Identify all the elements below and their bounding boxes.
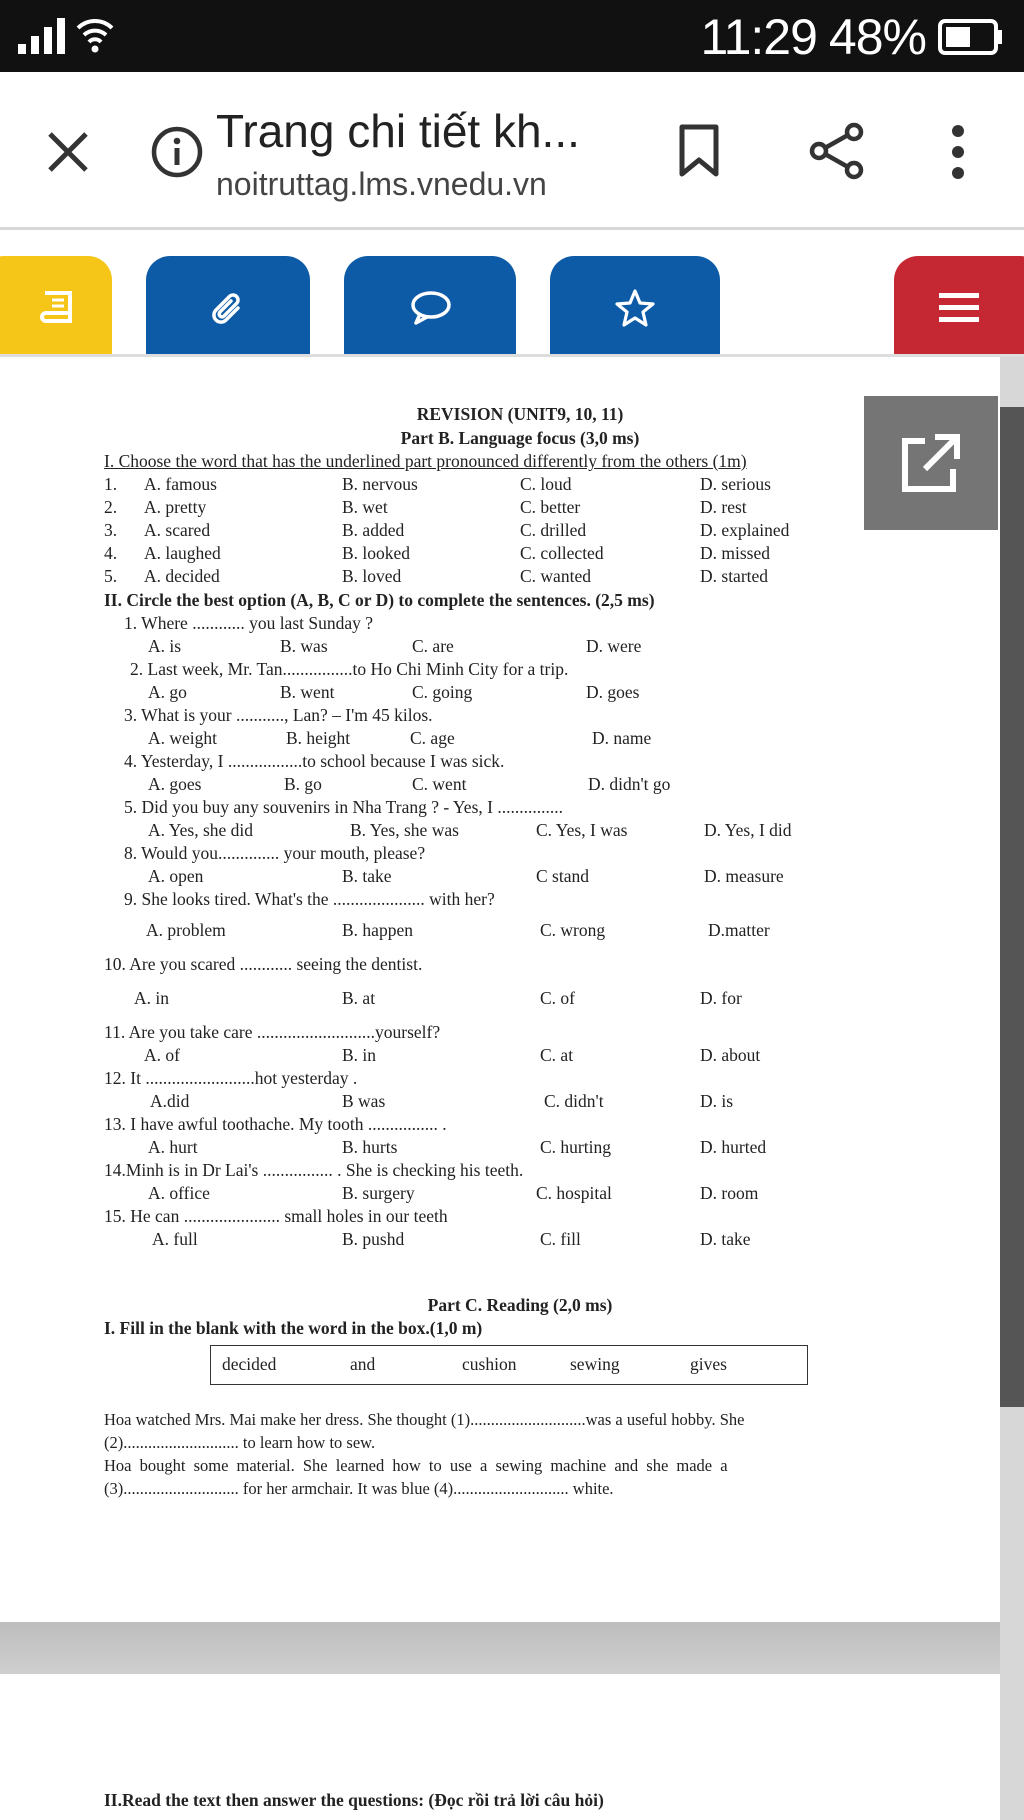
question: 13. I have awful toothache. My tooth ................ . xyxy=(104,1114,447,1134)
option-b: B. in xyxy=(342,1045,377,1065)
option-b: B. hurts xyxy=(342,1137,398,1157)
option-d: D. measure xyxy=(704,866,784,886)
option-c: C stand xyxy=(536,866,589,886)
option-d: D. room xyxy=(700,1183,759,1203)
option-c: C. going xyxy=(412,682,473,702)
option-c: C. wanted xyxy=(520,566,591,586)
question: 15. He can ...................... small holes in our teeth xyxy=(104,1206,448,1226)
option-a: A. full xyxy=(152,1229,198,1249)
section-1-heading: I. Choose the word that has the underlined part pronounced differently from the others (1m) xyxy=(104,451,747,471)
question: 12. It .........................hot yesterday . xyxy=(104,1068,358,1088)
option-c: C. drilled xyxy=(520,520,587,540)
option-a: A. in xyxy=(134,988,169,1008)
question: 1. Where ............ you last Sunday ? xyxy=(124,613,374,633)
reading-2-heading: II.Read the text then answer the questions: (Đọc rồi trả lời câu hỏi) xyxy=(104,1790,604,1810)
option-b: B. take xyxy=(342,866,392,886)
q-number: 5. xyxy=(104,566,118,586)
part-c-heading: Part C. Reading (2,0 ms) xyxy=(427,1295,613,1315)
option-a: A. open xyxy=(148,866,204,886)
word-box-item: gives xyxy=(690,1354,727,1374)
option-d: D.matter xyxy=(708,920,770,940)
option-b: B. height xyxy=(286,728,351,748)
question: 2. Last week, Mr. Tan................to Ho Chi Minh City for a trip. xyxy=(130,659,569,679)
battery-percent: 48% xyxy=(828,9,926,65)
option-b: B. went xyxy=(280,682,335,702)
q-number: 1. xyxy=(104,474,118,494)
question: 8. Would you.............. your mouth, please? xyxy=(124,843,426,863)
reading-1-heading: I. Fill in the blank with the word in the box.(1,0 m) xyxy=(104,1318,483,1338)
option-c: C. age xyxy=(410,728,455,748)
page-title: Trang chi tiết kh... xyxy=(216,105,580,157)
option-d: D. for xyxy=(700,988,742,1008)
part-b-heading: Part B. Language focus (3,0 ms) xyxy=(400,428,640,448)
option-b: B. was xyxy=(280,636,328,656)
passage-line: (3)............................ for her armchair. It was blue (4)............................ white. xyxy=(104,1479,614,1498)
option-a: A. Yes, she did xyxy=(148,820,254,840)
question: 4. Yesterday, I .................to school because I was sick. xyxy=(124,751,505,771)
option-a: A. problem xyxy=(146,920,226,940)
option-a: A. scared xyxy=(144,520,211,540)
option-c: C. collected xyxy=(520,543,604,563)
option-a: A. go xyxy=(148,682,187,702)
option-d: D. started xyxy=(700,566,769,586)
option-b: B. at xyxy=(342,988,376,1008)
option-b: B. loved xyxy=(342,566,402,586)
option-d: D. name xyxy=(592,728,652,748)
option-d: D. didn't go xyxy=(588,774,671,794)
option-a: A. laughed xyxy=(144,543,221,563)
option-d: D. explained xyxy=(700,520,790,540)
option-b: B. surgery xyxy=(342,1183,415,1203)
question: 9. She looks tired. What's the ..................... with her? xyxy=(124,889,495,909)
option-c: C. at xyxy=(540,1045,574,1065)
option-a: A. hurt xyxy=(148,1137,198,1157)
option-a: A.did xyxy=(150,1091,190,1111)
question: 10. Are you scared ............ seeing the dentist. xyxy=(104,954,423,974)
q-number: 2. xyxy=(104,497,118,517)
section-2-heading: II. Circle the best option (A, B, C or D) to complete the sentences. (2,5 ms) xyxy=(104,590,655,610)
option-a: A. famous xyxy=(144,474,217,494)
option-d: D. is xyxy=(700,1091,734,1111)
option-b: B. go xyxy=(284,774,322,794)
option-a: A. pretty xyxy=(144,497,207,517)
open-external-icon xyxy=(899,431,963,495)
option-a: A. office xyxy=(148,1183,210,1203)
option-c: C. better xyxy=(520,497,581,517)
passage-line: (2)............................ to learn how to sew. xyxy=(104,1433,376,1452)
option-c: C. didn't xyxy=(544,1091,604,1111)
q-number: 3. xyxy=(104,520,118,540)
passage-line: Hoa bought some material. She learned how to use a sewing machine and she made a xyxy=(104,1456,728,1475)
scrollbar[interactable] xyxy=(1000,357,1024,1820)
option-b: B. nervous xyxy=(342,474,418,494)
option-c: C. fill xyxy=(540,1229,581,1249)
option-d: D. about xyxy=(700,1045,761,1065)
option-d: D. goes xyxy=(586,682,640,702)
q-number: 4. xyxy=(104,543,118,563)
option-d: D. missed xyxy=(700,543,770,563)
option-c: C. are xyxy=(412,636,454,656)
option-c: C. went xyxy=(412,774,467,794)
option-c: C. hurting xyxy=(540,1137,611,1157)
word-box-item: sewing xyxy=(570,1354,620,1374)
question: 11. Are you take care ...........................yourself? xyxy=(104,1022,441,1042)
option-a: A. of xyxy=(144,1045,180,1065)
option-a: A. decided xyxy=(144,566,220,586)
open-external-button[interactable] xyxy=(864,396,998,530)
doc-title: REVISION (UNIT9, 10, 11) xyxy=(416,404,624,424)
question: 14.Minh is in Dr Lai's ................ . She is checking his teeth. xyxy=(104,1160,524,1180)
option-a: A. is xyxy=(148,636,182,656)
option-b: B. wet xyxy=(342,497,388,517)
question: 3. What is your ..........., Lan? – I'm 45 kilos. xyxy=(124,705,433,725)
option-d: D. Yes, I did xyxy=(704,820,792,840)
option-d: D. take xyxy=(700,1229,751,1249)
option-a: A. weight xyxy=(148,728,218,748)
option-c: C. wrong xyxy=(540,920,606,940)
page-url[interactable]: noitruttag.lms.vnedu.vn xyxy=(216,166,547,202)
option-b: B. Yes, she was xyxy=(350,820,459,840)
scrollbar-thumb[interactable] xyxy=(1000,407,1024,1407)
option-b: B. pushd xyxy=(342,1229,405,1249)
word-box-item: cushion xyxy=(462,1354,517,1374)
option-d: D. serious xyxy=(700,474,771,494)
clock: 11:29 xyxy=(700,9,817,65)
option-c: C. loud xyxy=(520,474,572,494)
option-b: B. happen xyxy=(342,920,413,940)
option-c: C. hospital xyxy=(536,1183,612,1203)
option-a: A. goes xyxy=(148,774,202,794)
option-b: B. looked xyxy=(342,543,411,563)
option-d: D. were xyxy=(586,636,642,656)
word-box-item: and xyxy=(350,1354,376,1374)
option-b: B. added xyxy=(342,520,405,540)
passage-line: Hoa watched Mrs. Mai make her dress. She thought (1)............................was a useful hobby. She xyxy=(104,1410,745,1429)
option-c: C. of xyxy=(540,988,575,1008)
option-d: D. rest xyxy=(700,497,747,517)
option-b: B was xyxy=(342,1091,386,1111)
question: 5. Did you buy any souvenirs in Nha Trang ? - Yes, I ............... xyxy=(124,797,563,817)
word-box-item: decided xyxy=(222,1354,277,1374)
option-c: C. Yes, I was xyxy=(536,820,628,840)
option-d: D. hurted xyxy=(700,1137,767,1157)
